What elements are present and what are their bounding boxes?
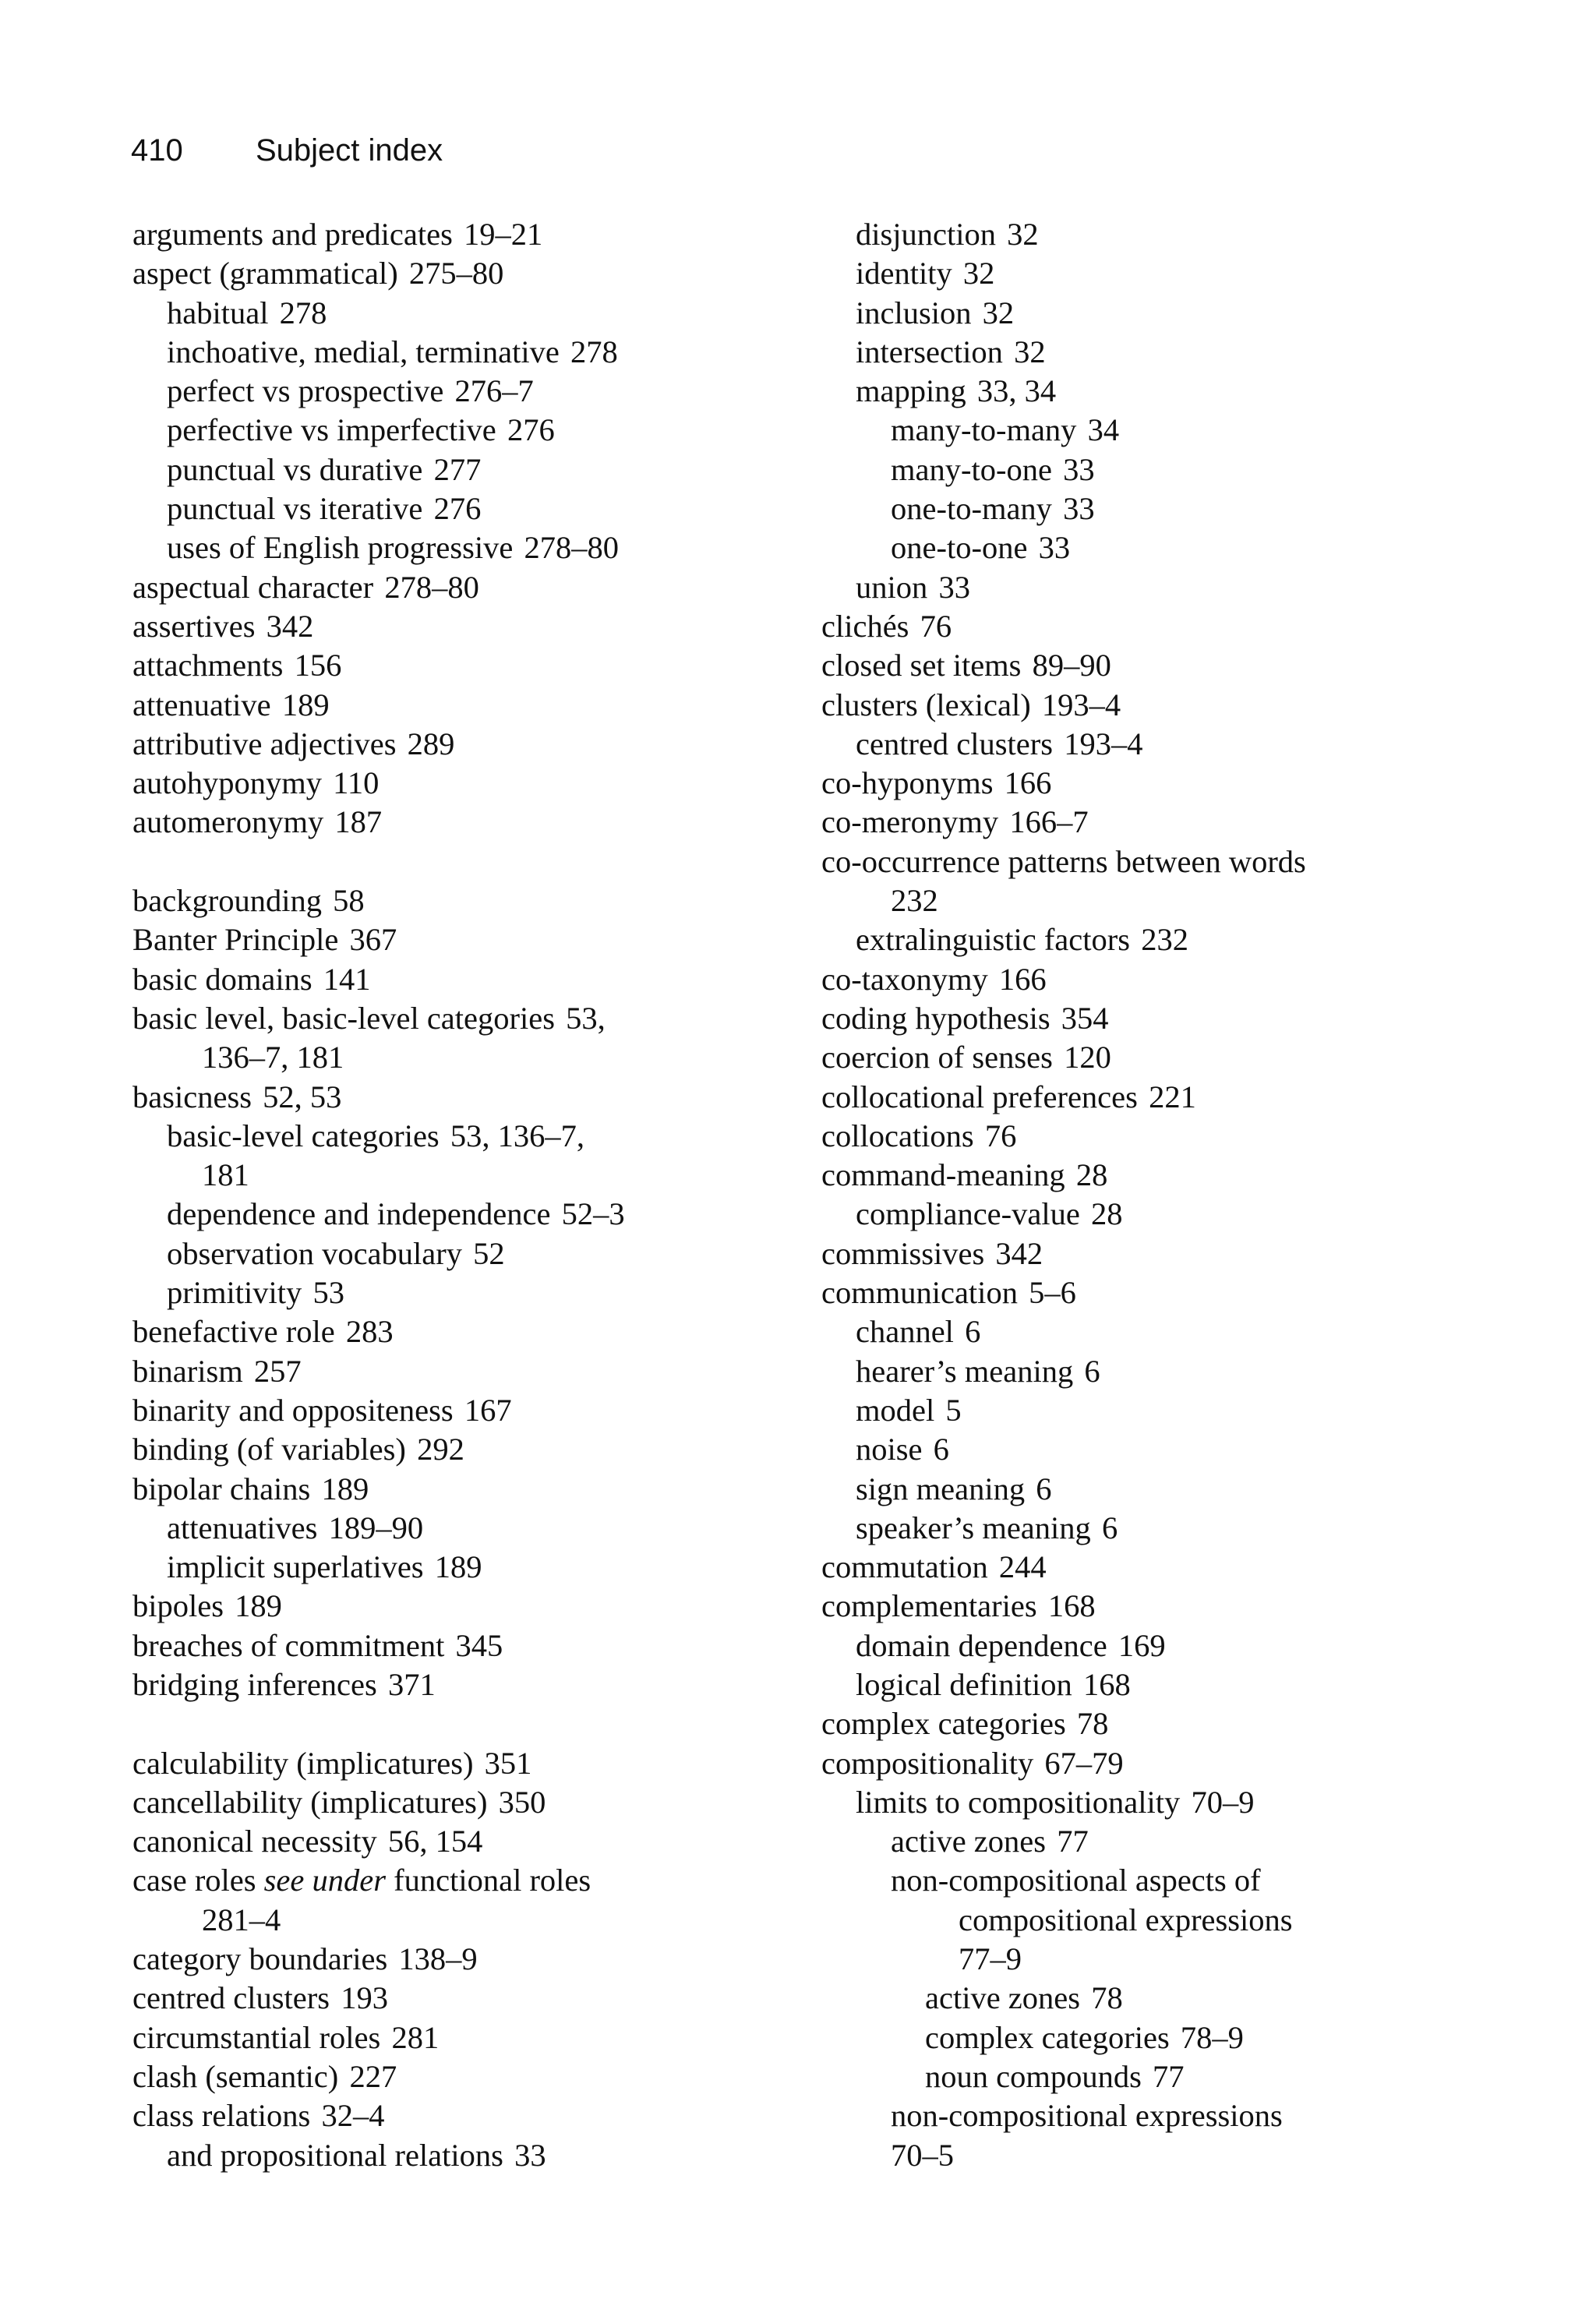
entry-term: clash (semantic)	[132, 2058, 339, 2094]
page-reference: 28	[1091, 1196, 1123, 1232]
index-subentry	[821, 881, 1570, 920]
index-subentry	[821, 1665, 1570, 1704]
index-subentry	[132, 1156, 818, 1195]
page-reference: 232	[891, 883, 938, 919]
index-subentry	[132, 333, 818, 372]
index-column-right	[821, 215, 1570, 2175]
entry-term: intersection	[856, 334, 1003, 369]
index-subentry	[821, 1391, 1570, 1430]
entry-term: communication	[821, 1275, 1018, 1311]
index-entry	[132, 607, 818, 646]
index-entry	[132, 1626, 818, 1665]
page-reference: 19–21	[464, 217, 543, 252]
entry-term: speaker’s meaning	[856, 1510, 1091, 1545]
entry-term: class relations	[132, 2098, 311, 2134]
entry-term: implicit superlatives	[167, 1549, 424, 1585]
see-under-reference: see under	[263, 1863, 386, 1898]
index-subentry	[821, 920, 1570, 959]
index-subentry	[821, 568, 1570, 607]
index-subentry	[821, 254, 1570, 293]
index-entry	[132, 920, 818, 959]
entry-term: one-to-one	[891, 530, 1028, 566]
page-reference: 6	[933, 1432, 949, 1467]
page-reference: 53	[312, 1275, 344, 1311]
page-reference: 33, 34	[976, 373, 1057, 409]
index-entry	[821, 646, 1570, 685]
entry-term: many-to-many	[891, 412, 1077, 448]
page-reference: 70–5	[891, 2137, 954, 2173]
page-reference: 371	[387, 1666, 436, 1702]
entry-term: attenuatives	[167, 1510, 318, 1545]
index-entry	[132, 1430, 818, 1469]
entry-term: active zones	[925, 1980, 1081, 2016]
index-entry	[132, 568, 818, 607]
index-entry	[132, 2018, 818, 2057]
page-reference: 281	[391, 2019, 440, 2055]
index-subentry	[821, 1979, 1570, 2018]
page-reference: 53, 136–7,	[450, 1118, 584, 1153]
page-reference: 89–90	[1032, 648, 1111, 683]
page-reference: 292	[417, 1432, 464, 1467]
entry-term: calculability (implicatures)	[132, 1745, 474, 1781]
entry-term: binarity and oppositeness	[132, 1392, 454, 1428]
index-subentry	[132, 372, 818, 411]
entry-term: basicness	[132, 1079, 252, 1114]
page-reference: 168	[1082, 1666, 1131, 1702]
entry-term: logical definition	[856, 1666, 1072, 1702]
page-reference: 28	[1075, 1157, 1108, 1193]
page-reference: 6	[1036, 1471, 1052, 1506]
index-entry	[132, 646, 818, 685]
page-reference: 77	[1153, 2058, 1185, 2094]
index-subentry	[132, 489, 818, 528]
entry-term: complex categories	[821, 1706, 1066, 1742]
entry-term: coercion of senses	[821, 1040, 1053, 1075]
entry-term: observation vocabulary	[167, 1235, 462, 1271]
index-entry	[132, 254, 818, 293]
index-subentry	[821, 1509, 1570, 1548]
page-reference: 52	[473, 1235, 505, 1271]
entry-term: co-meronymy	[821, 804, 999, 840]
page-reference: 345	[455, 1627, 503, 1663]
page-reference: 354	[1061, 1000, 1109, 1036]
entry-term: dependence and independence	[167, 1196, 551, 1232]
page-reference: 278–80	[524, 530, 619, 566]
index-subentry	[821, 1195, 1570, 1234]
entry-term: noise	[856, 1432, 923, 1467]
entry-term: limits to compositionality	[856, 1784, 1181, 1820]
entry-term: Banter Principle	[132, 922, 339, 958]
index-entry	[821, 842, 1570, 881]
index-entry	[132, 1587, 818, 1626]
entry-term: inclusion	[856, 295, 972, 330]
index-entry	[821, 686, 1570, 725]
entry-term: primitivity	[167, 1275, 302, 1311]
index-subentry	[821, 411, 1570, 450]
page-reference: 52, 53	[263, 1079, 342, 1114]
index-entry	[132, 1470, 818, 1509]
entry-term: co-taxonymy	[821, 961, 988, 997]
page-reference: 181	[202, 1157, 249, 1193]
page-reference: 276–7	[454, 373, 534, 409]
page-reference: 275–80	[408, 256, 504, 291]
page-reference: 189	[235, 1588, 282, 1624]
page-reference: 367	[349, 922, 397, 958]
running-header	[131, 131, 443, 170]
page-reference: 34	[1087, 412, 1120, 448]
page-reference: 78–9	[1180, 2019, 1244, 2055]
entry-term: automeronymy	[132, 804, 324, 840]
page-reference: 6	[1084, 1353, 1100, 1389]
index-subentry	[821, 1312, 1570, 1351]
entry-term: binarism	[132, 1353, 243, 1389]
entry-term: bridging inferences	[132, 1666, 377, 1702]
page-reference: 276	[433, 491, 482, 527]
index-subentry	[821, 528, 1570, 567]
entry-term: sign meaning	[856, 1471, 1026, 1506]
entry-term: bipolar chains	[132, 1471, 311, 1506]
index-entry	[821, 999, 1570, 1038]
index-subentry	[821, 450, 1570, 489]
entry-term: centred clusters	[856, 726, 1054, 761]
page-reference: 193	[341, 1980, 388, 2016]
entry-term: coding hypothesis	[821, 1000, 1050, 1036]
entry-term: commissives	[821, 1235, 985, 1271]
index-entry	[821, 1548, 1570, 1587]
index-entry	[132, 1352, 818, 1391]
index-subentry	[821, 2018, 1570, 2057]
page-reference: 6	[965, 1314, 981, 1350]
entry-term: punctual vs iterative	[167, 491, 423, 527]
entry-term: complementaries	[821, 1588, 1037, 1624]
page-reference: 32	[982, 295, 1015, 330]
entry-term: canonical necessity	[132, 1824, 377, 1859]
page-reference: 58	[333, 883, 365, 919]
page-reference: 278	[279, 295, 327, 330]
entry-term: one-to-many	[891, 491, 1052, 527]
index-entry	[821, 960, 1570, 999]
page-reference: 169	[1118, 1627, 1166, 1663]
page-reference: 278–80	[384, 569, 479, 605]
index-entry	[132, 1312, 818, 1351]
page-reference: 189	[434, 1549, 482, 1585]
page-reference: 33	[1038, 530, 1071, 566]
page-reference: 53,	[566, 1000, 606, 1036]
page-reference: 166	[1004, 765, 1052, 801]
index-subentry	[821, 294, 1570, 333]
page-reference: 351	[484, 1745, 532, 1781]
entry-term: cancellability (implicatures)	[132, 1784, 488, 1820]
index-subentry	[821, 1783, 1570, 1822]
page-reference: 350	[498, 1784, 546, 1820]
page-reference: 278	[570, 334, 618, 369]
index-entry	[132, 999, 818, 1038]
page-reference: 33	[1063, 451, 1095, 487]
page-reference: 70–9	[1191, 1784, 1255, 1820]
entry-term: and propositional relations	[167, 2137, 503, 2173]
entry-term: basic level, basic-level categories	[132, 1000, 555, 1036]
index-entry	[132, 1822, 818, 1861]
index-entry	[821, 764, 1570, 803]
index-subentry	[132, 450, 818, 489]
index-entry	[821, 1078, 1570, 1117]
entry-term: backgrounding	[132, 883, 322, 919]
entry-term: clusters (lexical)	[821, 687, 1031, 722]
entry-term: benefactive role	[132, 1314, 335, 1350]
index-subentry	[132, 1195, 818, 1234]
entry-term: attachments	[132, 648, 284, 683]
index-subentry	[821, 333, 1570, 372]
index-entry	[132, 1391, 818, 1430]
page-reference: 342	[266, 608, 314, 644]
index-subentry	[132, 2136, 818, 2175]
index-subentry	[821, 1470, 1570, 1509]
page-reference: 168	[1047, 1588, 1096, 1624]
index-entry	[821, 803, 1570, 842]
entry-term: bipoles	[132, 1588, 224, 1624]
index-entry	[821, 1156, 1570, 1195]
index-entry	[132, 1979, 818, 2018]
index-entry	[132, 803, 818, 842]
entry-term: co-occurrence patterns between words	[821, 843, 1306, 879]
index-subentry	[821, 1861, 1570, 1900]
index-entry	[132, 686, 818, 725]
index-subentry	[132, 294, 818, 333]
page-reference: 120	[1064, 1040, 1111, 1075]
index-subentry	[821, 2057, 1570, 2096]
page-reference: 138–9	[398, 1941, 478, 1977]
index-entry	[821, 1234, 1570, 1273]
entry-term: attributive adjectives	[132, 726, 397, 761]
page-reference: 281–4	[202, 1902, 281, 1937]
index-entry	[132, 1783, 818, 1822]
entry-term: aspectual character	[132, 569, 374, 605]
page-reference: 232	[1141, 922, 1188, 958]
page-reference: 76	[920, 608, 952, 644]
page-reference: 33	[1063, 491, 1095, 527]
entry-term: case roles	[132, 1863, 256, 1898]
entry-term: basic-level categories	[167, 1118, 440, 1153]
index-subentry	[821, 2096, 1570, 2135]
index-entry	[821, 1273, 1570, 1312]
page-title: Subject index	[256, 133, 443, 168]
index-entry	[821, 607, 1570, 646]
page-reference: 6	[1101, 1510, 1118, 1545]
page-reference: 277	[433, 451, 482, 487]
page-reference: 187	[334, 804, 383, 840]
index-entry	[132, 1861, 818, 1900]
index-subentry	[821, 725, 1570, 764]
index-subentry	[821, 1901, 1570, 1940]
page-reference: 276	[507, 412, 555, 448]
entry-term: co-hyponyms	[821, 765, 994, 801]
page-reference: 67–79	[1044, 1745, 1124, 1781]
page-reference: 221	[1149, 1079, 1196, 1114]
index-subentry	[821, 1822, 1570, 1861]
entry-term: assertives	[132, 608, 256, 644]
index-subentry	[132, 1038, 818, 1077]
index-subentry	[821, 489, 1570, 528]
entry-term: noun compounds	[925, 2058, 1142, 2094]
page-reference: 342	[995, 1235, 1043, 1271]
index-subentry	[821, 1940, 1570, 1979]
index-subentry	[132, 411, 818, 450]
page-reference: 32–4	[321, 2098, 385, 2134]
page-reference: 189–90	[328, 1510, 424, 1545]
index-subentry	[821, 2136, 1570, 2175]
index-entry	[132, 215, 818, 254]
page-reference: 289	[407, 726, 455, 761]
index-subentry	[132, 1901, 818, 1940]
index-entry	[132, 725, 818, 764]
page-reference: 136–7, 181	[202, 1040, 344, 1075]
page-reference: 76	[984, 1118, 1017, 1153]
page-reference: 193–4	[1064, 726, 1143, 761]
index-subentry	[821, 1430, 1570, 1469]
page-number: 410	[131, 133, 183, 168]
entry-term: non-compositional aspects of	[891, 1863, 1261, 1898]
index-entry	[132, 881, 818, 920]
page-reference: 78	[1091, 1980, 1123, 2016]
index-subentry	[132, 1234, 818, 1273]
page-reference: 189	[281, 687, 330, 722]
entry-term: model	[856, 1392, 935, 1428]
entry-term: hearer’s meaning	[856, 1353, 1074, 1389]
page-reference: 32	[1014, 334, 1046, 369]
index-subentry	[132, 1548, 818, 1587]
page-reference: 78	[1076, 1706, 1109, 1742]
index-subentry	[821, 372, 1570, 411]
page-reference: 110	[333, 765, 380, 801]
page-reference: 5–6	[1029, 1275, 1076, 1311]
entry-term: identity	[856, 256, 952, 291]
page-reference: 167	[464, 1392, 512, 1428]
page-reference: 5	[945, 1392, 962, 1428]
entry-term: category boundaries	[132, 1941, 388, 1977]
page-reference: 283	[345, 1314, 394, 1350]
page-reference: 156	[294, 648, 342, 683]
entry-term: collocational preferences	[821, 1079, 1138, 1114]
entry-term: uses of English progressive	[167, 530, 514, 566]
entry-term: compositionality	[821, 1745, 1034, 1781]
index-entry	[132, 764, 818, 803]
page-reference: 56, 154	[387, 1824, 483, 1859]
entry-term: centred clusters	[132, 1980, 330, 2016]
index-subentry	[132, 1117, 818, 1156]
entry-term: mapping	[856, 373, 966, 409]
index-entry	[132, 960, 818, 999]
index-entry	[821, 1587, 1570, 1626]
index-entry	[821, 1117, 1570, 1156]
entry-term: habitual	[167, 295, 269, 330]
index-subentry	[132, 1273, 818, 1312]
entry-term: punctual vs durative	[167, 451, 423, 487]
entry-term: breaches of commitment	[132, 1627, 445, 1663]
index-entry	[132, 2057, 818, 2096]
entry-term: inchoative, medial, terminative	[167, 334, 560, 369]
page-reference: 33	[514, 2137, 546, 2173]
entry-term: autohyponymy	[132, 765, 322, 801]
index-subentry	[821, 215, 1570, 254]
page-reference: 32	[962, 256, 995, 291]
page-reference: 77–9	[959, 1941, 1022, 1977]
entry-term: arguments and predicates	[132, 217, 453, 252]
page-reference: 77	[1057, 1824, 1089, 1859]
entry-term: disjunction	[856, 217, 996, 252]
entry-term: non-compositional expressions	[891, 2098, 1283, 2134]
entry-term: clichés	[821, 608, 909, 644]
index-subentry	[132, 528, 818, 567]
entry-term: complex categories	[925, 2019, 1170, 2055]
index-column-left	[132, 215, 818, 2175]
index-entry	[132, 1940, 818, 1979]
entry-term: basic domains	[132, 961, 312, 997]
index-subentry	[132, 1509, 818, 1548]
entry-term: perfect vs prospective	[167, 373, 444, 409]
page-reference: 141	[323, 961, 371, 997]
page-reference: 189	[321, 1471, 369, 1506]
entry-term: command-meaning	[821, 1157, 1065, 1193]
index-subentry	[821, 1352, 1570, 1391]
entry-term: compositional expressions	[959, 1902, 1293, 1937]
entry-term: circumstantial roles	[132, 2019, 381, 2055]
page-reference: 166	[998, 961, 1047, 997]
page-reference: 166–7	[1009, 804, 1089, 840]
entry-term: collocations	[821, 1118, 974, 1153]
page-reference: 33	[938, 569, 970, 605]
entry-term: perfective vs imperfective	[167, 412, 496, 448]
entry-term: aspect (grammatical)	[132, 256, 398, 291]
index-subentry	[821, 1626, 1570, 1665]
entry-term: binding (of variables)	[132, 1432, 406, 1467]
entry-term: attenuative	[132, 687, 271, 722]
page-reference: 32	[1007, 217, 1039, 252]
entry-term: union	[856, 569, 928, 605]
index-entry	[132, 1665, 818, 1704]
entry-term: closed set items	[821, 648, 1022, 683]
page-reference: 52–3	[561, 1196, 625, 1232]
page-reference: 244	[998, 1549, 1047, 1585]
index-entry	[132, 1078, 818, 1117]
entry-term: commutation	[821, 1549, 988, 1585]
page-reference: 193–4	[1041, 687, 1121, 722]
index-entry	[821, 1744, 1570, 1783]
entry-term: channel	[856, 1314, 954, 1350]
index-entry	[821, 1704, 1570, 1743]
cross-reference-target: functional roles	[394, 1863, 591, 1898]
entry-term: compliance-value	[856, 1196, 1080, 1232]
page-reference: 227	[349, 2058, 397, 2094]
index-entry	[132, 2096, 818, 2135]
index-entry	[132, 1744, 818, 1783]
page-reference: 257	[253, 1353, 302, 1389]
entry-term: many-to-one	[891, 451, 1052, 487]
entry-term: active zones	[891, 1824, 1047, 1859]
entry-term: extralinguistic factors	[856, 922, 1131, 958]
entry-term: domain dependence	[856, 1627, 1107, 1663]
index-entry	[821, 1038, 1570, 1077]
